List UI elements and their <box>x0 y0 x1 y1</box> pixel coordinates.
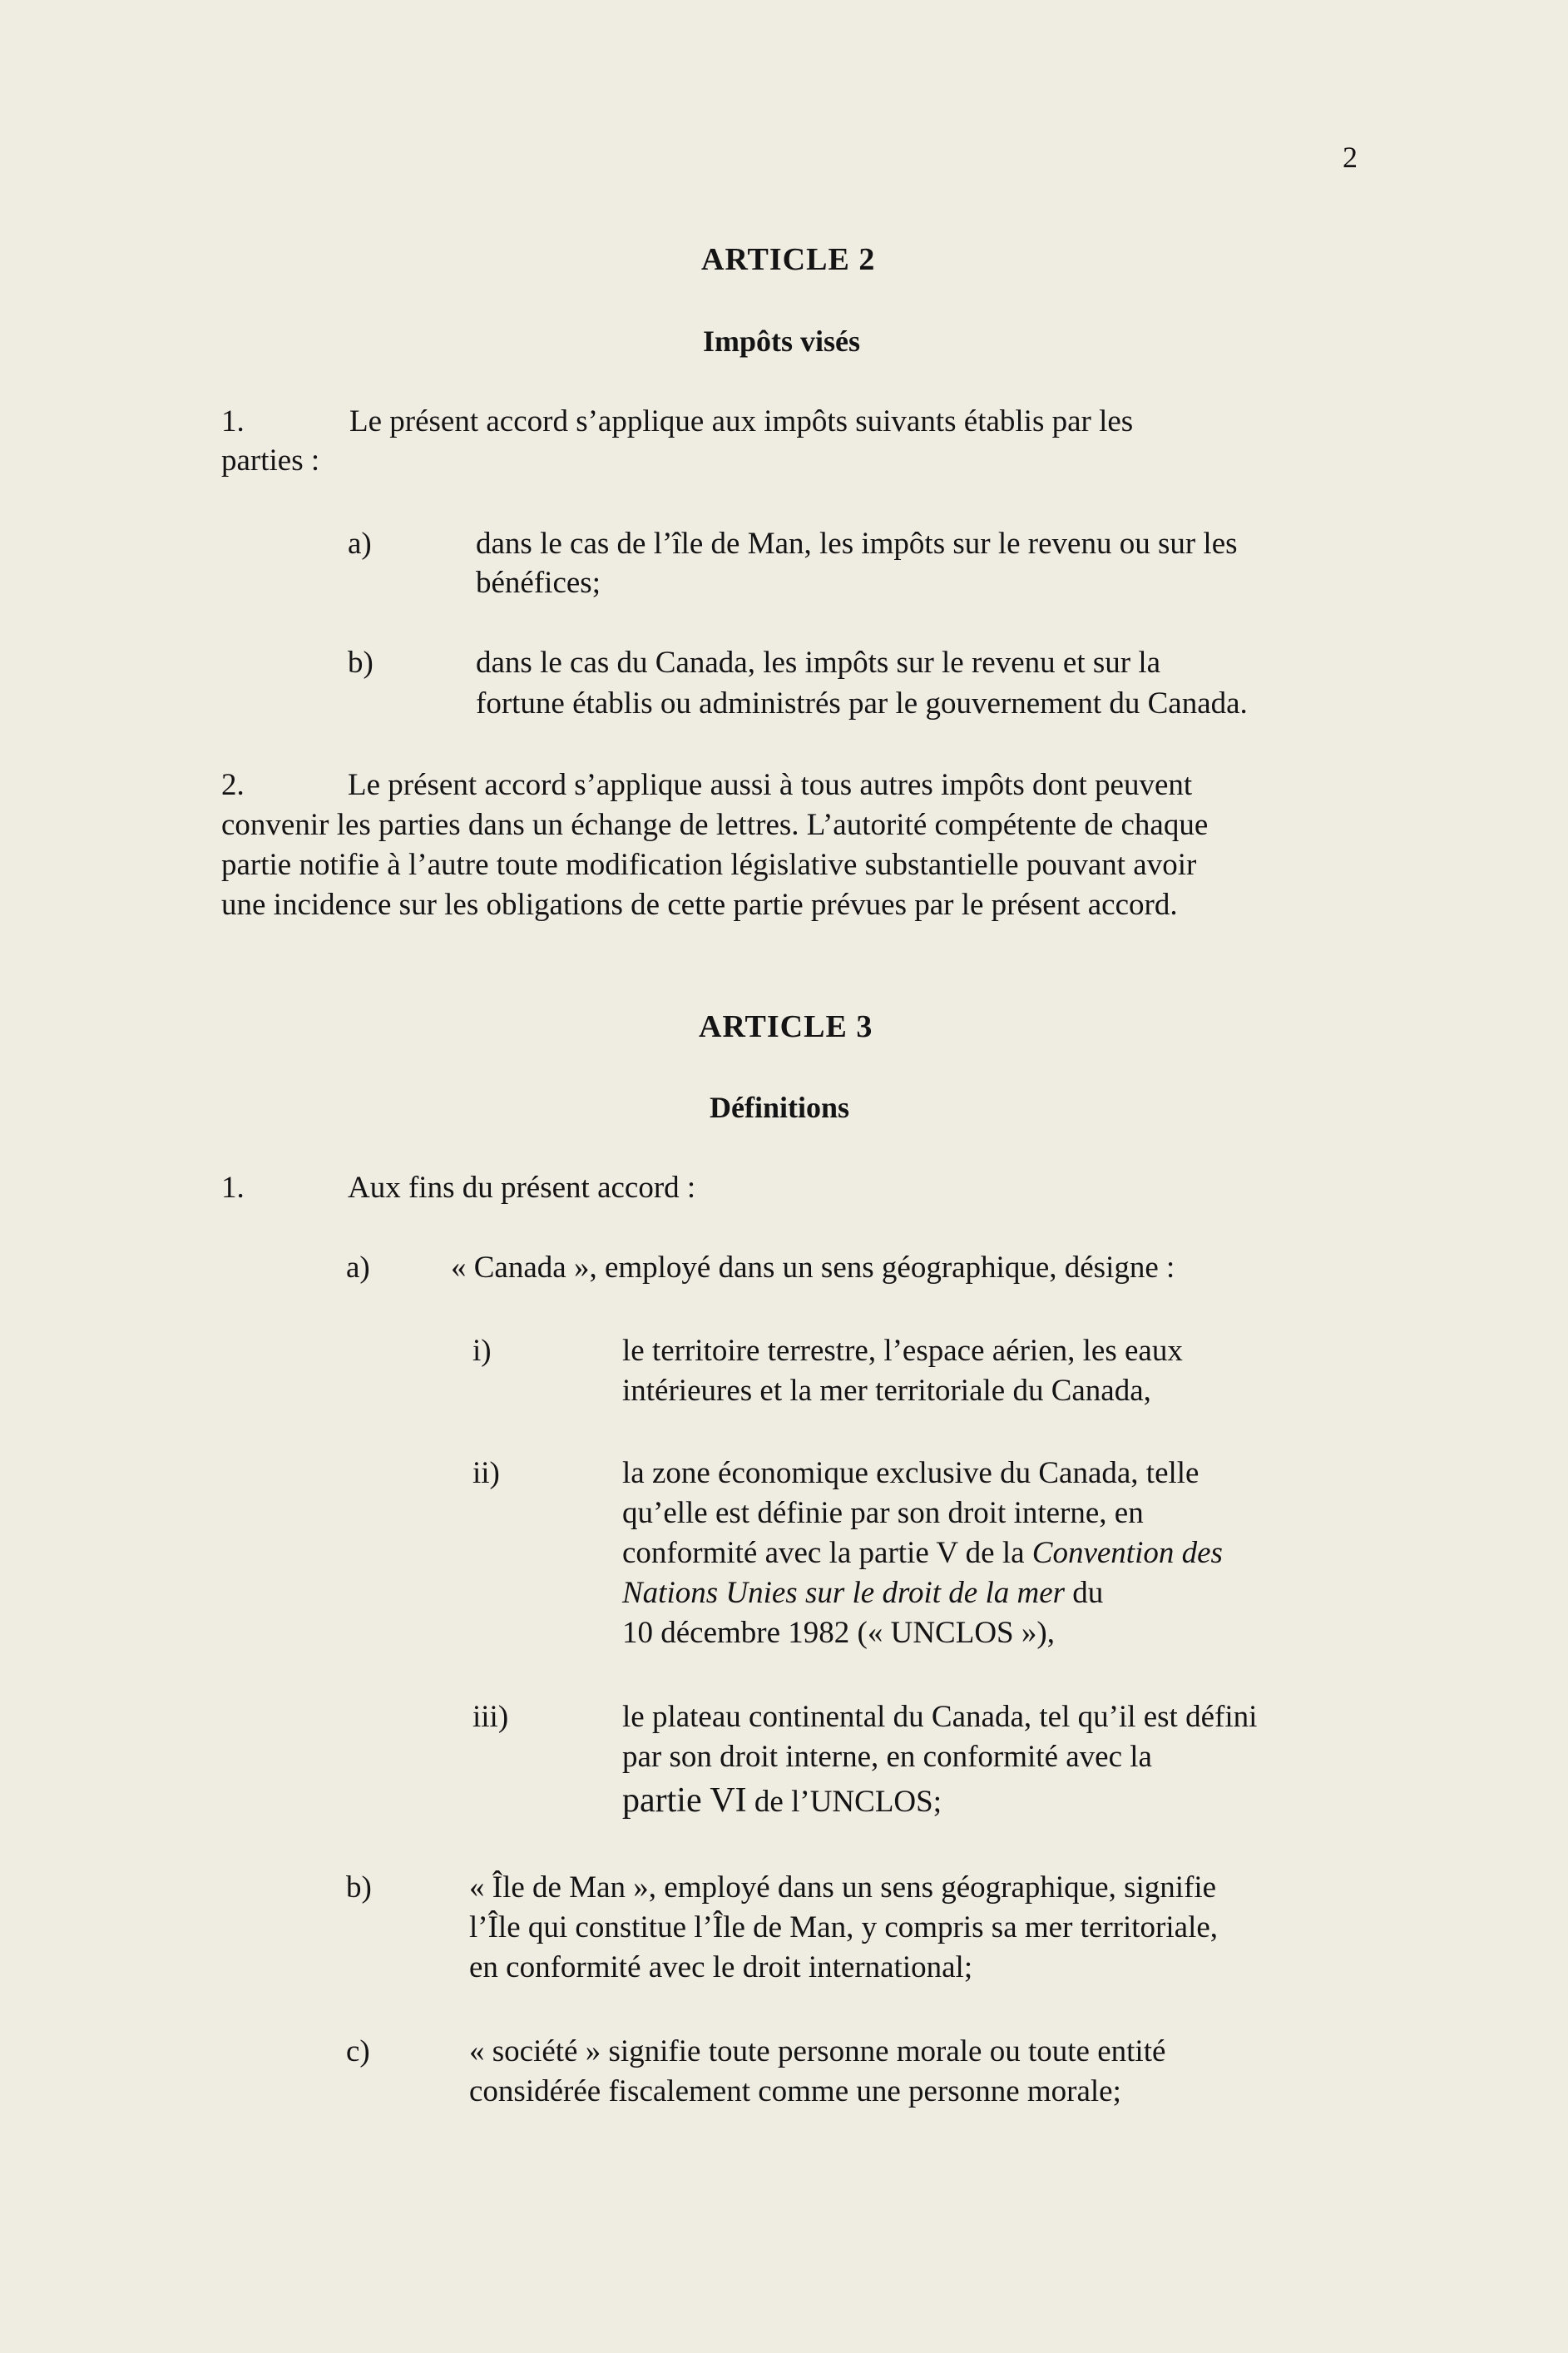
convention-title-part2: Nations Unies sur le droit de la mer <box>622 1576 1066 1610</box>
article-2-heading: ARTICLE 2 <box>701 242 876 277</box>
article-3-sub-ii-line4 <box>622 1573 1103 1613</box>
article-2-p2-line4: une incidence sur les obligations de cette partie prévues par le présent accord. <box>221 888 1178 922</box>
article-3-sub-ii-line3 <box>622 1533 1223 1573</box>
article-3-item-b-label: b) <box>346 1870 372 1905</box>
article-3-item-a-label: a) <box>346 1251 370 1285</box>
article-3-sub-iii-line3-text: de l’UNCLOS; <box>746 1785 942 1819</box>
article-2-p1-number: 1. <box>221 404 245 438</box>
article-3-sub-i-line2: intérieures et la mer territoriale du Canada, <box>622 1374 1151 1408</box>
article-2-p1-line2: parties : <box>221 443 320 478</box>
article-3-sub-iii-line2: par son droit interne, en conformité avec la <box>622 1740 1152 1774</box>
article-2-item-b-line2: fortune établis ou administrés par le gouvernement du Canada. <box>476 686 1248 721</box>
article-3-sub-ii-line2: qu’elle est définie par son droit interne, en <box>622 1496 1144 1530</box>
article-3-p1-number: 1. <box>221 1171 245 1205</box>
article-3-sub-ii-line4-text: du <box>1065 1576 1104 1610</box>
article-2-p2-number: 2. <box>221 768 245 802</box>
article-3-title: Définitions <box>710 1091 850 1124</box>
article-3-sub-ii-line1: la zone économique exclusive du Canada, telle <box>622 1456 1199 1490</box>
article-2-p2-line3: partie notifie à l’autre toute modification législative substantielle pouvant avoir <box>221 848 1197 882</box>
article-2-item-a-line2: bénéfices; <box>476 566 601 600</box>
article-2-p2-line2: convenir les parties dans un échange de lettres. L’autorité compétente de chaque <box>221 808 1209 842</box>
article-3-item-b-line2: l’Île qui constitue l’Île de Man, y compris sa mer territoriale, <box>469 1910 1219 1944</box>
article-2-p1-line1: Le présent accord s’applique aux impôts suivants établis par les <box>349 404 1134 438</box>
article-3-sub-i-label: i) <box>472 1334 492 1368</box>
article-3-sub-i-line1: le territoire terrestre, l’espace aérien, les eaux <box>622 1334 1183 1368</box>
article-3-item-b-line1: « Île de Man », employé dans un sens géographique, signifie <box>469 1870 1217 1905</box>
article-3-sub-ii-line5: 10 décembre 1982 (« UNCLOS »), <box>622 1616 1055 1650</box>
article-2-item-b-label: b) <box>348 646 373 680</box>
article-3-sub-iii-line3-big: partie VI <box>622 1781 747 1820</box>
article-3-sub-ii-label: ii) <box>472 1456 500 1490</box>
article-3-sub-iii-line1: le plateau continental du Canada, tel qu’il est défini <box>622 1700 1258 1734</box>
article-3-item-c-line2: considérée fiscalement comme une personne morale; <box>469 2074 1121 2108</box>
page-number: 2 <box>1343 141 1358 174</box>
article-2-p2-line1: Le présent accord s’applique aussi à tous autres impôts dont peuvent <box>348 768 1193 802</box>
article-3-item-c-line1: « société » signifie toute personne morale ou toute entité <box>469 2034 1166 2068</box>
article-3-item-c-label: c) <box>346 2034 370 2068</box>
article-3-item-a-text: « Canada », employé dans un sens géographique, désigne : <box>451 1251 1175 1285</box>
article-2-item-a-line1: dans le cas de l’île de Man, les impôts sur le revenu ou sur les <box>476 527 1238 561</box>
article-3-p1-intro: Aux fins du présent accord : <box>348 1171 696 1205</box>
article-3-item-b-line3: en conformité avec le droit international; <box>469 1950 973 1984</box>
article-3-sub-iii-line3 <box>622 1781 942 1822</box>
article-3-heading: ARTICLE 3 <box>699 1009 873 1044</box>
article-3-sub-iii-label: iii) <box>472 1700 509 1734</box>
article-3-sub-ii-line3-text: conformité avec la partie V de la <box>622 1536 1032 1570</box>
article-2-item-b-line1: dans le cas du Canada, les impôts sur le revenu et sur la <box>476 646 1161 680</box>
article-2-item-a-label: a) <box>348 527 372 561</box>
convention-title-part1: Convention des <box>1031 1536 1223 1570</box>
article-2-title: Impôts visés <box>703 324 861 358</box>
